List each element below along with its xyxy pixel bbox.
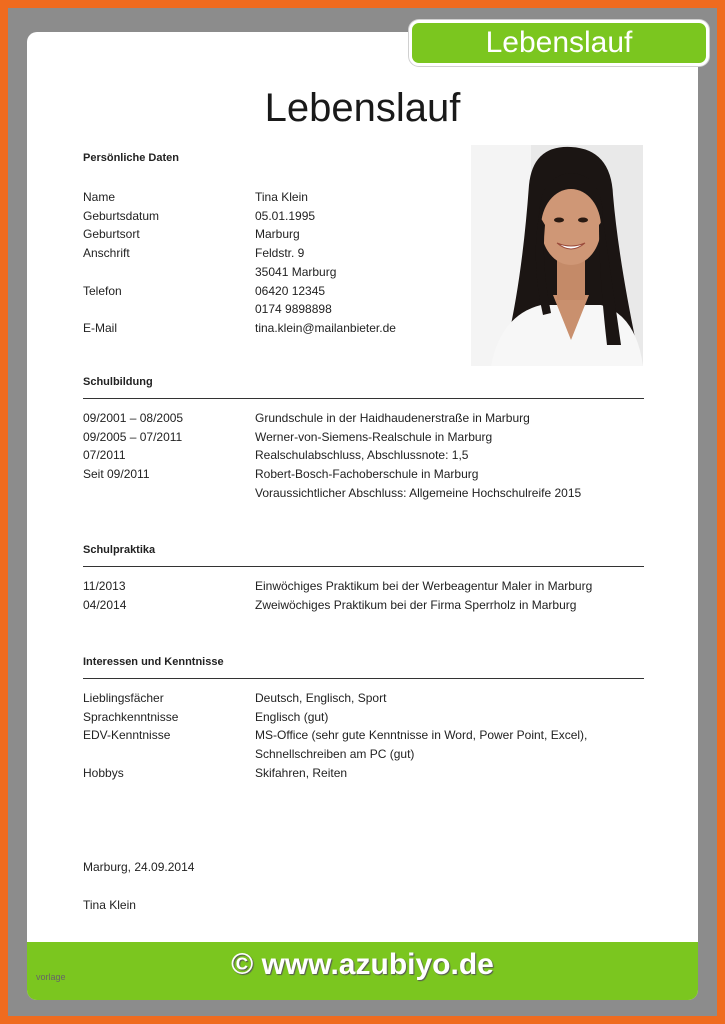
row-value: Realschulabschluss, Abschlussnote: 1,5 bbox=[255, 448, 469, 463]
row-label bbox=[83, 300, 255, 319]
row-label bbox=[83, 745, 255, 764]
row-value: tina.klein@mailanbieter.de bbox=[255, 320, 396, 335]
section-personal bbox=[83, 152, 644, 338]
row-label: 04/2014 bbox=[83, 597, 127, 612]
data-row bbox=[83, 225, 644, 244]
interest-rows bbox=[83, 689, 644, 783]
row-value: MS-Office (sehr gute Kenntnisse in Word, Power Point, Excel), bbox=[255, 728, 588, 743]
row-value: 35041 Marburg bbox=[255, 264, 337, 279]
row-value: Skifahren, Reiten bbox=[255, 765, 348, 780]
data-row bbox=[83, 726, 644, 745]
row-value: Voraussichtlicher Abschluss: Allgemeine Hochschulreife 2015 bbox=[255, 485, 582, 500]
row-value: 0174 9898898 bbox=[255, 302, 332, 317]
section-title-interests: Interessen und Kenntnisse bbox=[83, 656, 224, 668]
data-row bbox=[83, 689, 644, 708]
row-value: Robert-Bosch-Fachoberschule in Marburg bbox=[255, 467, 479, 482]
row-label: Geburtsdatum bbox=[83, 208, 160, 223]
data-row bbox=[83, 319, 644, 338]
data-row bbox=[83, 708, 644, 727]
place-date: Marburg, 24.09.2014 bbox=[83, 860, 195, 874]
header-badge: Lebenslauf bbox=[409, 20, 709, 66]
divider bbox=[83, 678, 644, 679]
row-label: EDV-Kenntnisse bbox=[83, 728, 171, 743]
row-label bbox=[83, 484, 255, 503]
footer-link[interactable]: © www.azubiyo.de bbox=[231, 948, 494, 981]
watermark-text: vorlage bbox=[36, 972, 66, 982]
data-row bbox=[83, 745, 644, 764]
personal-rows bbox=[83, 188, 644, 338]
data-row bbox=[83, 465, 644, 484]
data-row bbox=[83, 596, 644, 615]
row-label: Lieblingsfächer bbox=[83, 691, 164, 705]
data-row bbox=[83, 428, 644, 447]
data-row bbox=[83, 577, 644, 596]
row-label: Name bbox=[83, 190, 116, 204]
page-title: Lebenslauf bbox=[264, 86, 461, 130]
row-value: Tina Klein bbox=[255, 190, 308, 204]
row-label: Geburtsort bbox=[83, 227, 140, 242]
row-value: Deutsch, Englisch, Sport bbox=[255, 691, 387, 705]
row-value: Einwöchiges Praktikum bei der Werbeagentur Maler in Marburg bbox=[255, 579, 593, 593]
row-value: Marburg bbox=[255, 227, 300, 242]
row-label: Telefon bbox=[83, 283, 122, 298]
internship-rows bbox=[83, 577, 644, 614]
data-row bbox=[83, 409, 644, 428]
row-label: Anschrift bbox=[83, 246, 130, 261]
data-row bbox=[83, 188, 644, 207]
section-interests bbox=[83, 656, 644, 783]
data-row bbox=[83, 244, 644, 263]
data-row bbox=[83, 282, 644, 301]
school-rows bbox=[83, 409, 644, 503]
row-value: Feldstr. 9 bbox=[255, 246, 305, 261]
data-row bbox=[83, 263, 644, 282]
section-school bbox=[83, 376, 644, 503]
row-value: Werner-von-Siemens-Realschule in Marburg bbox=[255, 429, 493, 444]
section-title-personal: Persönliche Daten bbox=[83, 152, 179, 164]
divider bbox=[83, 566, 644, 567]
row-value: Zweiwöchiges Praktikum bei der Firma Sperrholz in Marburg bbox=[255, 597, 577, 612]
row-label: 09/2005 – 07/2011 bbox=[83, 429, 183, 444]
row-label: 07/2011 bbox=[83, 448, 126, 463]
row-label: E-Mail bbox=[83, 320, 118, 335]
section-internships bbox=[83, 544, 644, 614]
row-value: 06420 12345 bbox=[255, 283, 326, 298]
data-row bbox=[83, 207, 644, 226]
row-value: 05.01.1995 bbox=[255, 208, 316, 223]
data-row bbox=[83, 764, 644, 783]
row-label: Hobbys bbox=[83, 765, 124, 780]
row-value: Grundschule in der Haidhaudenerstraße in Marburg bbox=[255, 411, 530, 425]
row-label: Sprachkenntnisse bbox=[83, 709, 179, 724]
row-label: 09/2001 – 08/2005 bbox=[83, 411, 184, 425]
row-value: Englisch (gut) bbox=[255, 709, 329, 724]
row-label: 11/2013 bbox=[83, 579, 126, 593]
data-row bbox=[83, 446, 644, 465]
data-row bbox=[83, 300, 644, 319]
section-title-school: Schulbildung bbox=[83, 376, 153, 388]
signature-name: Tina Klein bbox=[83, 898, 136, 912]
row-value: Schnellschreiben am PC (gut) bbox=[255, 747, 415, 762]
divider bbox=[83, 398, 644, 399]
row-label: Seit 09/2011 bbox=[83, 467, 150, 482]
section-title-internships: Schulpraktika bbox=[83, 544, 156, 556]
data-row bbox=[83, 484, 644, 503]
row-label bbox=[83, 263, 255, 282]
